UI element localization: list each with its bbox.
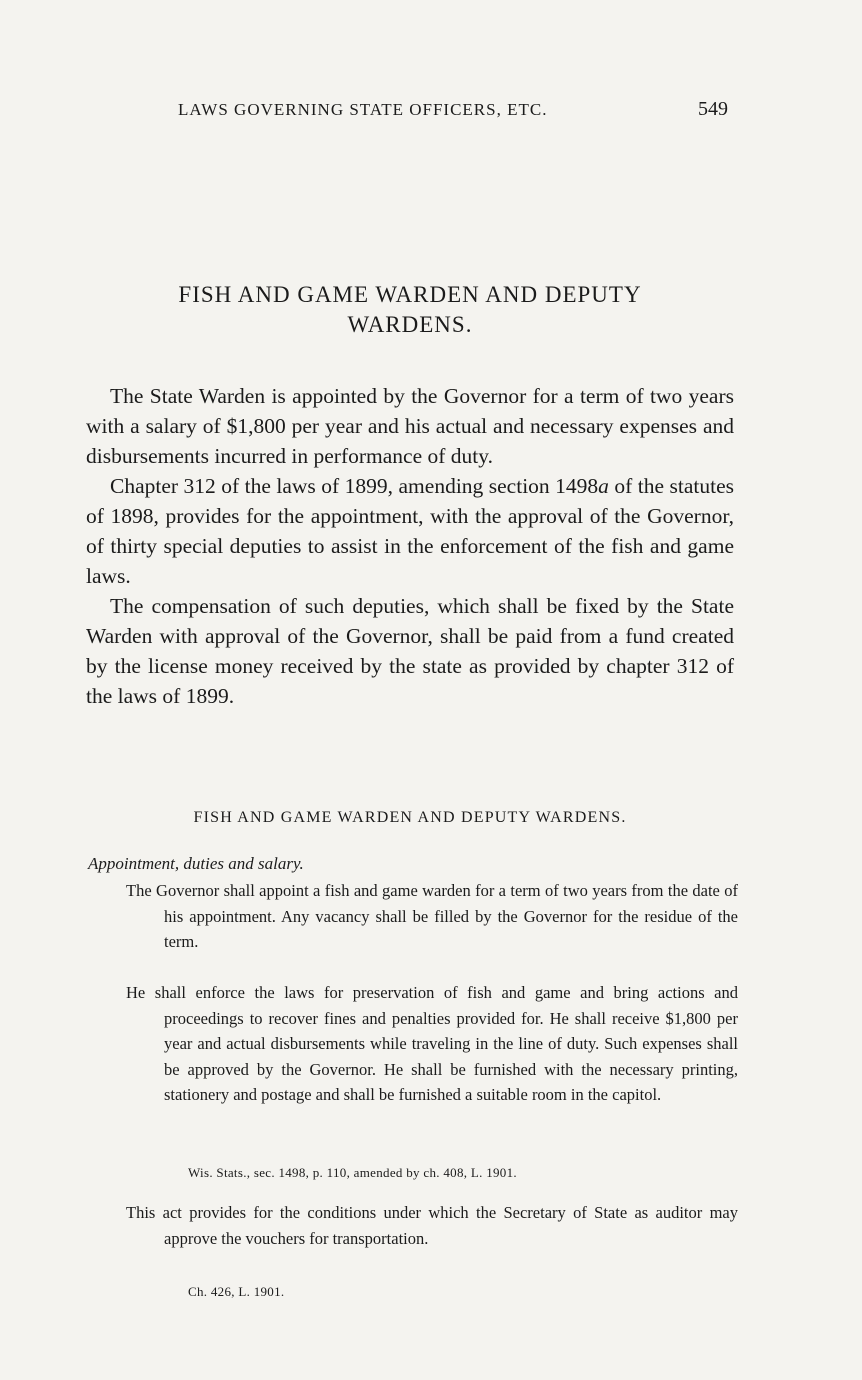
citation-1: Wis. Stats., sec. 1498, p. 110, amended by ch. 408, L. 1901. (188, 1165, 517, 1180)
section-subheading: Appointment, duties and salary. (88, 854, 304, 873)
running-title: LAWS GOVERNING STATE OFFICERS, ETC. (178, 100, 548, 119)
section-letter: a (598, 474, 609, 498)
statute-paragraph-3-text: This act provides for the conditions under which the Secretary of State as auditor may approve the vouchers for transportation. (126, 1203, 738, 1248)
intro-paragraph-3: The compensation of such deputies, which shall be fixed by the State Warden with approval of the Governor, shall be paid from a fund created by the license money received by the state as provided by chapter 312 of the laws of 1899. (86, 594, 734, 708)
statute-paragraph-1 (126, 878, 738, 955)
section-heading: FISH AND GAME WARDEN AND DEPUTY WARDENS. (193, 809, 627, 826)
intro-paragraph-1: The State Warden is appointed by the Governor for a term of two years with a salary of $1,800 per year and his actual and necessary expenses and disbursements incurred in performance of duty. (86, 384, 734, 468)
citation-2: Ch. 426, L. 1901. (188, 1284, 285, 1299)
intro-paragraph-2-end: of the statutes of 1898, provides for the appointment, with the approval of the Governor, of thirty special deputies to assist in the enforcement of the fish and game laws. (86, 474, 734, 588)
chapter-title-line2: WARDENS. (347, 312, 473, 337)
intro-paragraph-2-start: Chapter 312 of the laws of 1899, amending section 1498 (110, 474, 599, 498)
intro-paragraph-2 (86, 471, 734, 591)
statute-paragraph-3 (126, 1200, 738, 1251)
statute-paragraph-2 (126, 980, 738, 1108)
statute-paragraph-1-text: The Governor shall appoint a fish and game warden for a term of two years from the date of his appointment. Any vacancy shall be filled by the Governor for the residue of the term. (126, 881, 738, 951)
chapter-title (90, 280, 730, 340)
page-number: 549 (698, 98, 728, 120)
chapter-title-line1: FISH AND GAME WARDEN AND DEPUTY (178, 282, 642, 307)
statute-paragraph-2-text: He shall enforce the laws for preservation of fish and game and bring actions and proceedings to recover fines and penalties provided for. He shall receive $1,800 per year and actual disbursements while traveling in the line of duty. Such expenses shall be approved by the Governor. He shall be furnished with the necessary printing, stationery and postage and shall be furnished a suitable room in the capitol. (126, 983, 738, 1104)
intro-text (86, 381, 734, 711)
